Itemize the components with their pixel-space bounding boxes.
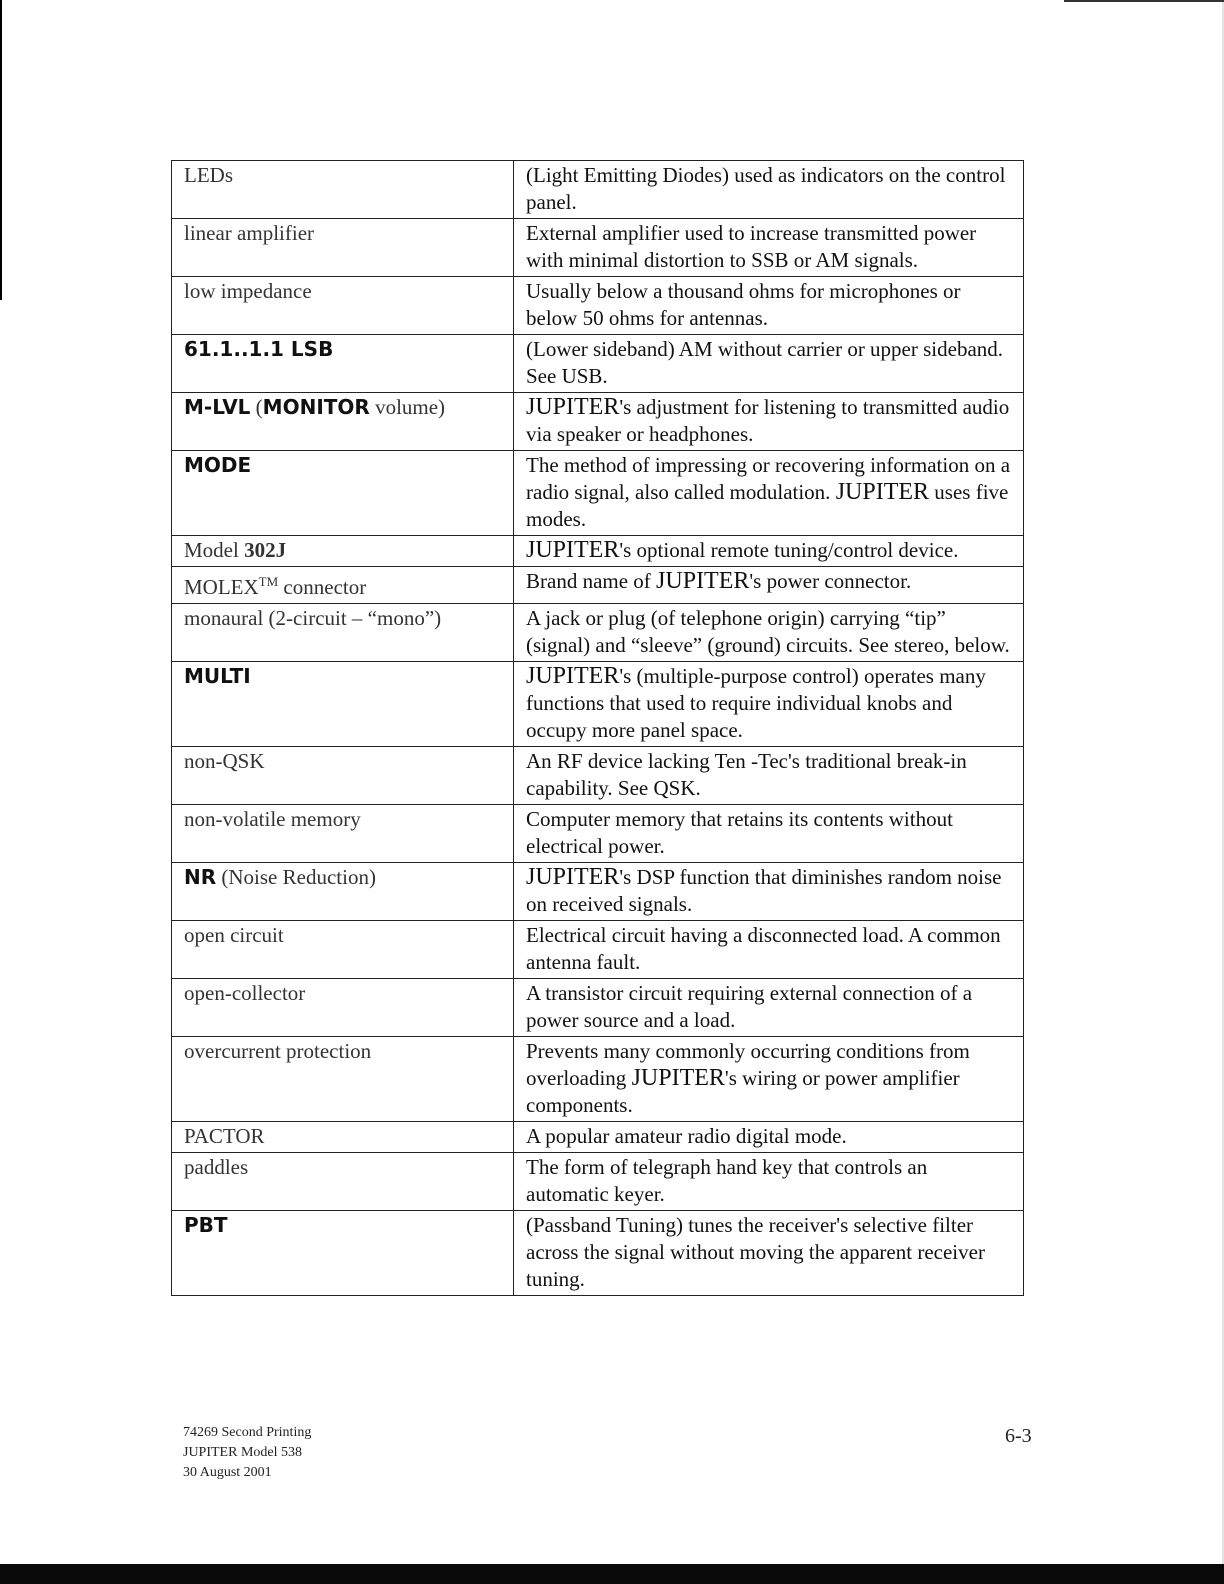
definition-cell: Usually below a thousand ohms for microphones or below 50 ohms for antennas. [514,277,1024,335]
definition-cell: (Lower sideband) AM without carrier or upper sideband. See USB. [514,335,1024,393]
table-row [172,161,1024,219]
definition-cell: A transistor circuit requiring external connection of a power source and a load. [514,979,1024,1037]
table-row [172,662,1024,747]
term-cell: NR (Noise Reduction) [172,863,514,921]
term-cell: MOLEX™ connector [172,567,514,604]
footer-date: 30 August 2001 [183,1465,272,1480]
term-cell: LEDs [172,161,514,219]
definition-cell: JUPITER's optional remote tuning/control device. [514,536,1024,567]
table-row [172,863,1024,921]
table-row [172,451,1024,536]
definition-cell: External amplifier used to increase transmitted power with minimal distortion to SSB or AM signals. [514,219,1024,277]
term-cell: overcurrent protection [172,1037,514,1122]
term-cell: M-LVL (MONITOR volume) [172,393,514,451]
glossary-table [171,160,1024,1296]
definition-cell: A popular amateur radio digital mode. [514,1122,1024,1153]
table-row [172,335,1024,393]
table-row [172,921,1024,979]
table-row [172,1037,1024,1122]
term-cell: 61.1..1.1 LSB [172,335,514,393]
term-cell: paddles [172,1153,514,1211]
table-row [172,567,1024,604]
definition-cell: An RF device lacking Ten -Tec's traditional break-in capability. See QSK. [514,747,1024,805]
definition-cell: JUPITER's DSP function that diminishes random noise on received signals. [514,863,1024,921]
table-row [172,1122,1024,1153]
definition-cell: The method of impressing or recovering information on a radio signal, also called modulation. JUPITER uses five modes. [514,451,1024,536]
table-row [172,604,1024,662]
definition-cell: Electrical circuit having a disconnected load. A common antenna fault. [514,921,1024,979]
table-row [172,536,1024,567]
definition-cell: (Passband Tuning) tunes the receiver's selective filter across the signal without moving the apparent receiver tuning. [514,1211,1024,1296]
table-row [172,747,1024,805]
term-cell: low impedance [172,277,514,335]
footer-print-info [183,1423,311,1483]
scan-bottom-edge [0,1564,1224,1584]
term-cell: PACTOR [172,1122,514,1153]
definition-cell: A jack or plug (of telephone origin) carrying “tip” (signal) and “sleeve” (ground) circuits. See stereo, below. [514,604,1024,662]
table-row [172,1153,1024,1211]
scan-edge-left [0,0,2,300]
definition-cell: Brand name of JUPITER's power connector. [514,567,1024,604]
table-row [172,1211,1024,1296]
definition-cell: JUPITER's adjustment for listening to transmitted audio via speaker or headphones. [514,393,1024,451]
page-number: 6-3 [1005,1425,1032,1447]
table-row [172,393,1024,451]
term-cell: MODE [172,451,514,536]
table-row [172,219,1024,277]
term-cell: Model 302J [172,536,514,567]
term-cell: PBT [172,1211,514,1296]
table-row [172,805,1024,863]
table-row [172,277,1024,335]
definition-cell: Computer memory that retains its contents without electrical power. [514,805,1024,863]
footer-model: JUPITER Model 538 [183,1445,302,1460]
definition-cell: Prevents many commonly occurring conditions from overloading JUPITER's wiring or power amplifier components. [514,1037,1024,1122]
definition-cell: JUPITER's (multiple-purpose control) operates many functions that used to require individual knobs and occupy more panel space. [514,662,1024,747]
term-cell: MULTI [172,662,514,747]
definition-cell: The form of telegraph hand key that controls an automatic keyer. [514,1153,1024,1211]
term-cell: linear amplifier [172,219,514,277]
footer-printing: 74269 Second Printing [183,1425,312,1440]
scan-top-line [1064,0,1224,2]
definition-cell: (Light Emitting Diodes) used as indicators on the control panel. [514,161,1024,219]
term-cell: monaural (2-circuit – “mono”) [172,604,514,662]
table-row [172,979,1024,1037]
term-cell: open-collector [172,979,514,1037]
term-cell: non-volatile memory [172,805,514,863]
term-cell: non-QSK [172,747,514,805]
term-cell: open circuit [172,921,514,979]
